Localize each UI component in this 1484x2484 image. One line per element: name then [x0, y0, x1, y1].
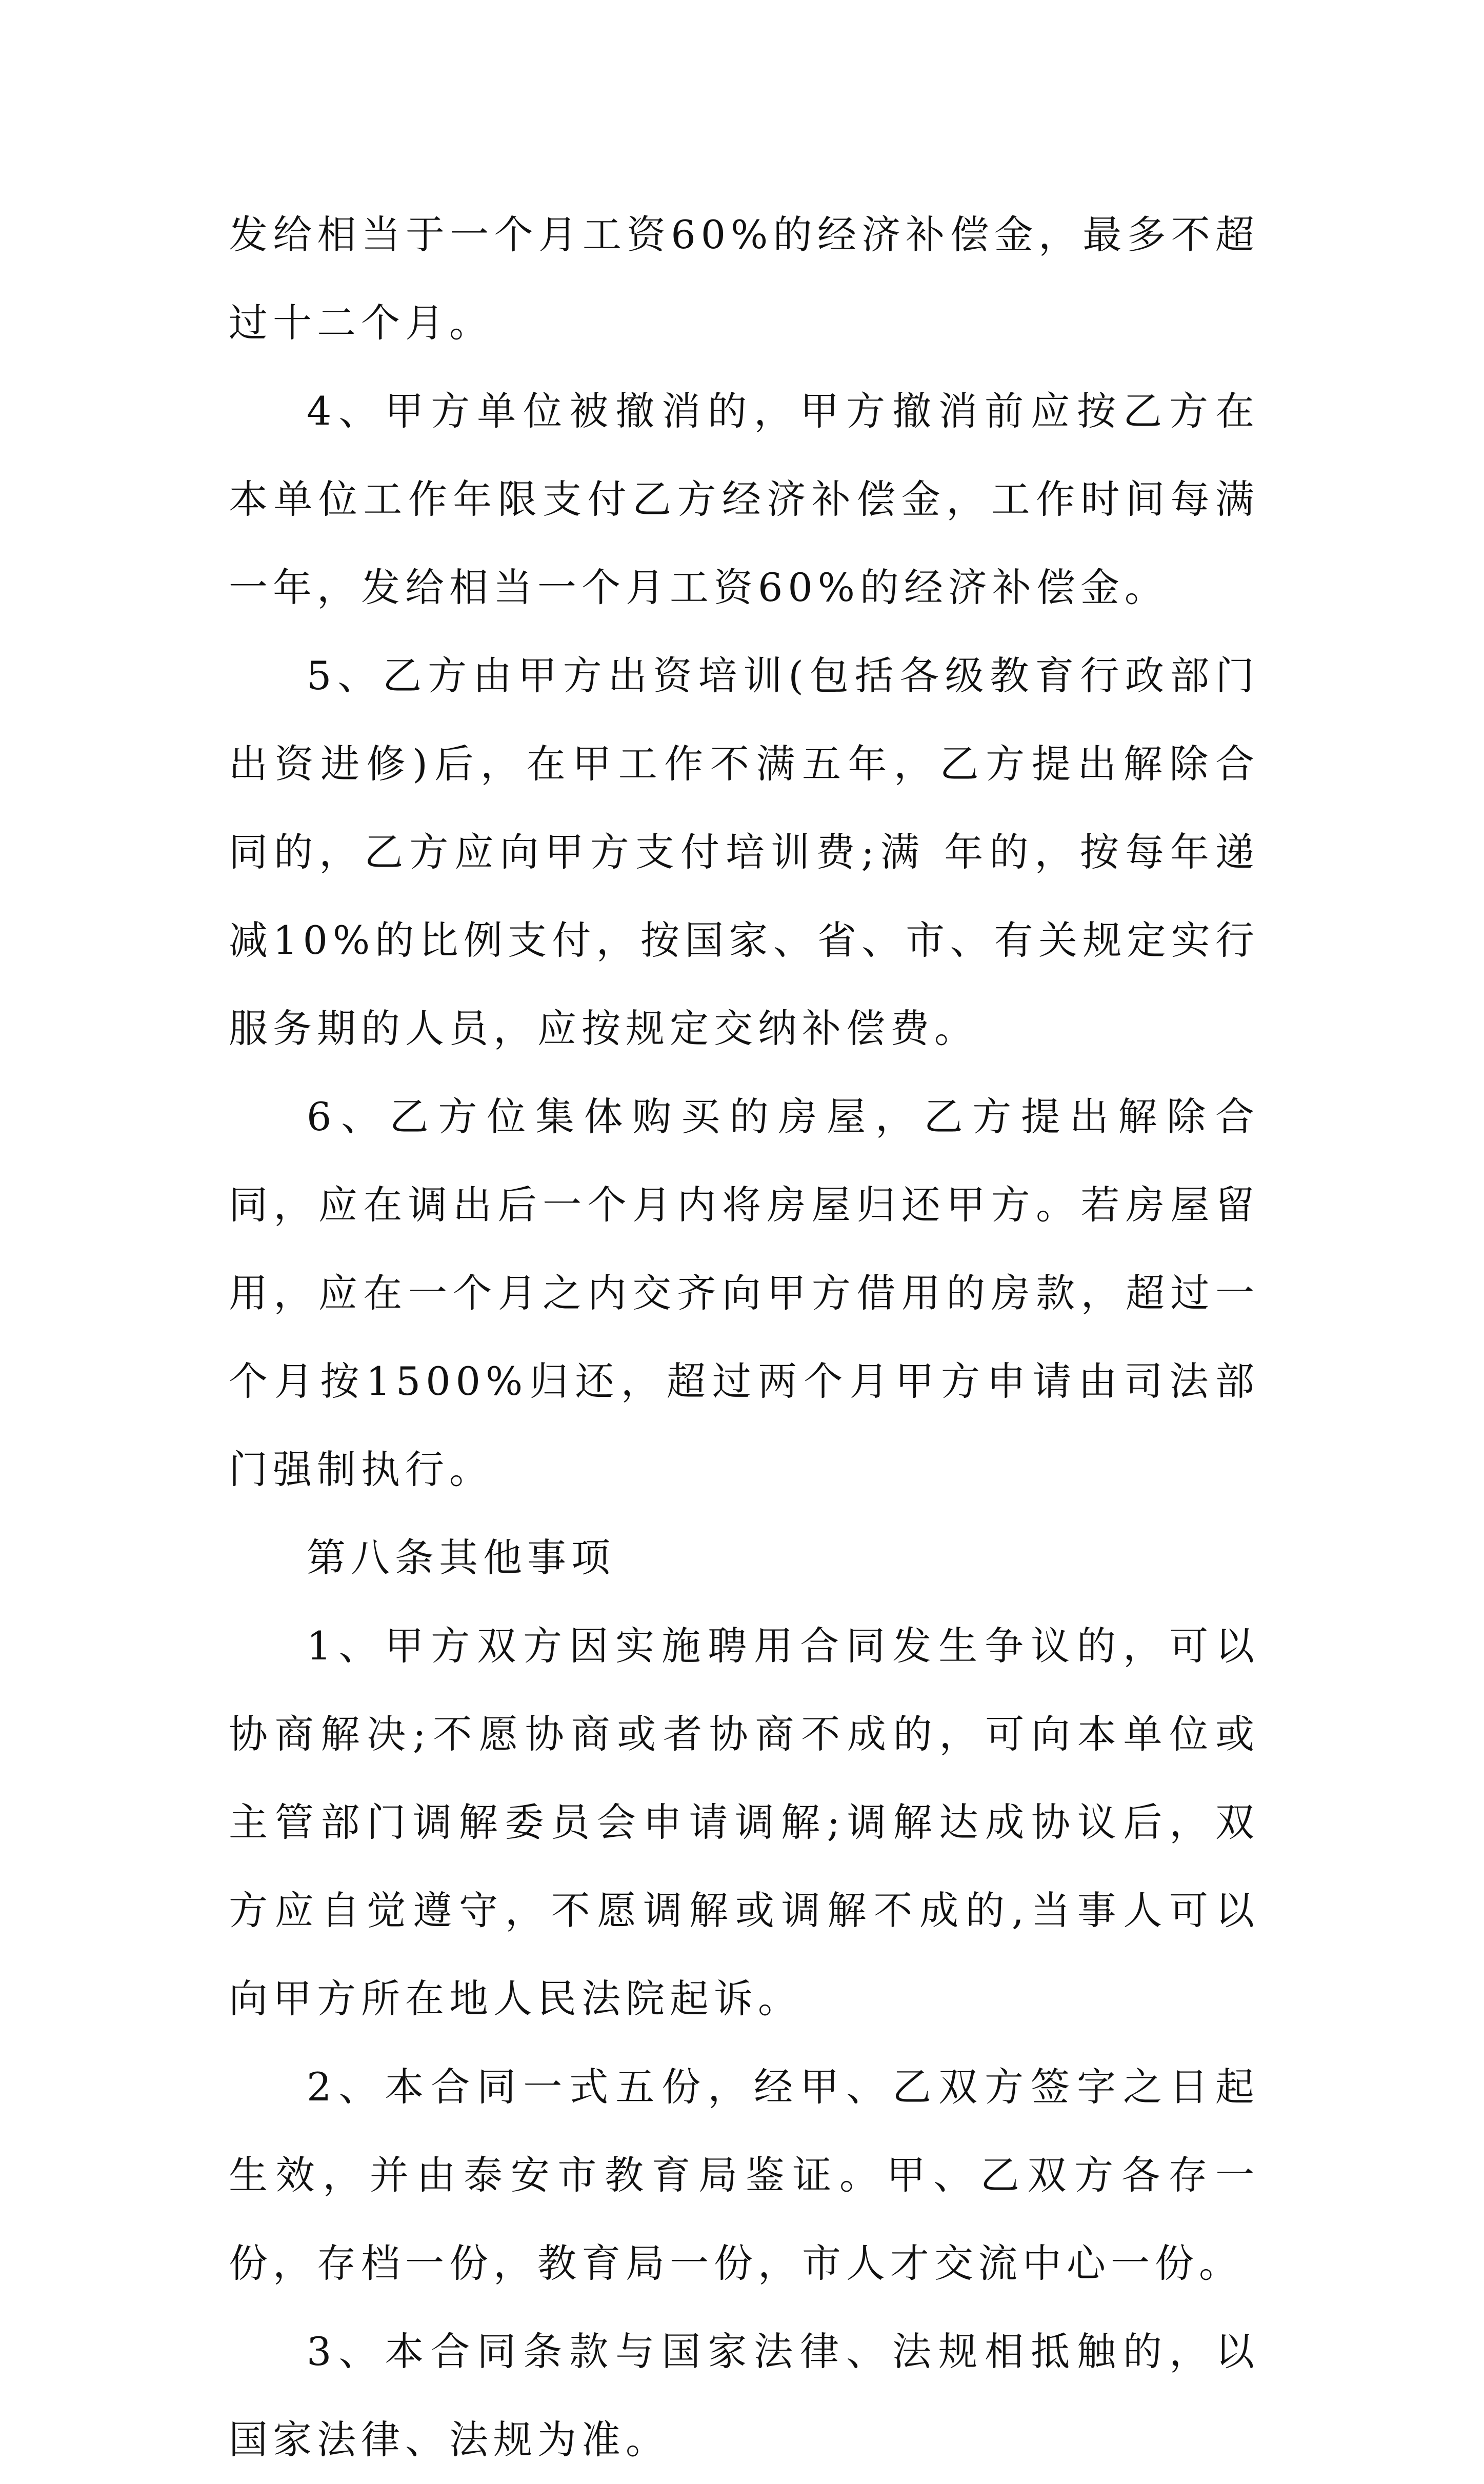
paragraph-clause-5: 5、乙方由甲方出资培训(包括各级教育行政部门出资进修)后，在甲工作不满五年，乙方提出解除合同的，乙方应向甲方支付培训费;满 年的，按每年递减10%的比例支付，按国家、省、市、有关规定实行服务期的人员，应按规定交纳补偿费。 — [229, 653, 1259, 1051]
paragraph-article-8-clause-3: 3、本合同条款与国家法律、法规相抵触的，以国家法律、法规为准。 — [229, 2329, 1259, 2462]
section-heading-article-8: 第八条其他事项 — [307, 1535, 615, 1580]
paragraph-clause-4: 4、甲方单位被撤消的，甲方撤消前应按乙方在本单位工作年限支付乙方经济补偿金，工作时间每满一年，发给相当一个月工资60%的经济补偿金。 — [229, 388, 1259, 610]
document-body — [229, 191, 1259, 2484]
paragraph-article-8-clause-1: 1、甲方双方因实施聘用合同发生争议的，可以协商解决;不愿协商或者协商不成的，可向本单位或主管部门调解委员会申请调解;调解达成协议后，双方应自觉遵守，不愿调解或调解不成的,当事人可以向甲方所在地人民法院起诉。 — [229, 1623, 1259, 2021]
paragraph-clause-6: 6、乙方位集体购买的房屋，乙方提出解除合同，应在调出后一个月内将房屋归还甲方。若房屋留用，应在一个月之内交齐向甲方借用的房款，超过一个月按1500%归还，超过两个月甲方申请由司法部门强制执行。 — [229, 1094, 1259, 1492]
paragraph-article-8-clause-2: 2、本合同一式五份，经甲、乙双方签字之日起生效，并由泰安市教育局鉴证。甲、乙双方各存一份，存档一份，教育局一份，市人才交流中心一份。 — [229, 2064, 1259, 2286]
paragraph-continuation: 发给相当于一个月工资60%的经济补偿金，最多不超过十二个月。 — [229, 212, 1259, 346]
